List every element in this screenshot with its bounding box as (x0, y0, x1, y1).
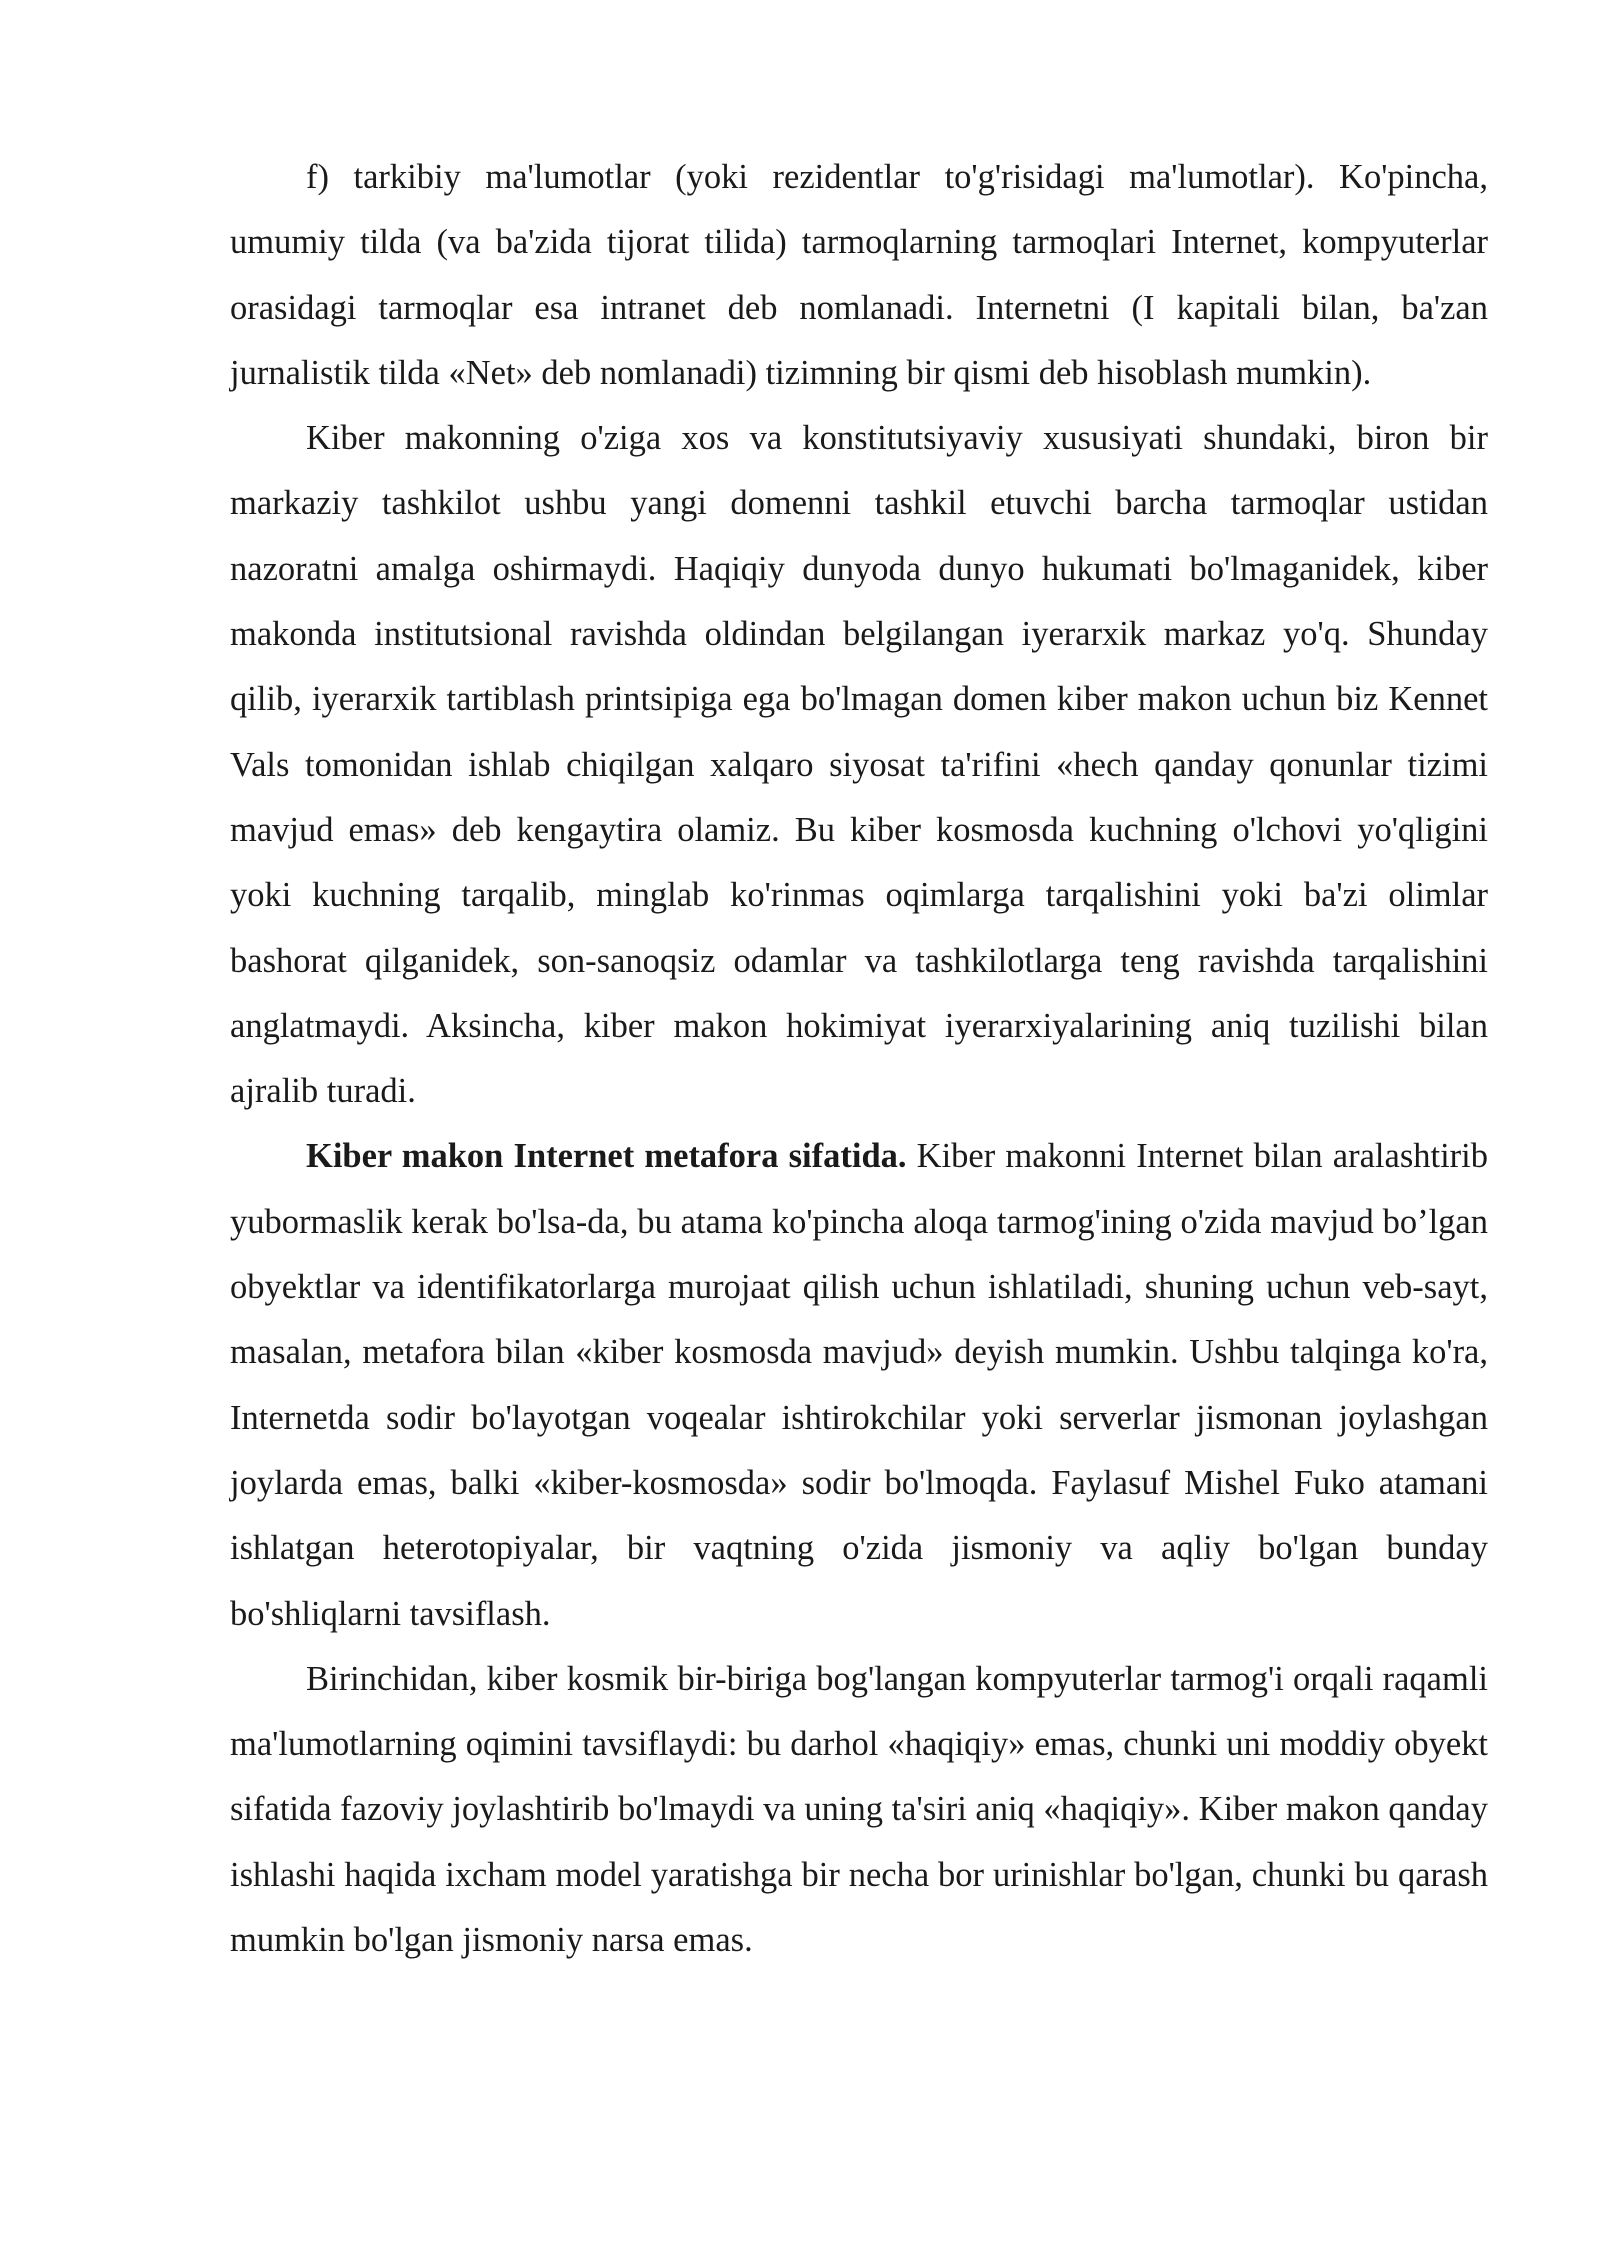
paragraph-4 (230, 1647, 1488, 1973)
paragraph-1 (230, 145, 1488, 406)
paragraph-2-text: Kiber makonning o'ziga xos va konstitutsiyaviy xususiyati shundaki, biron bir markaziy tashkilot ushbu yangi domenni tashkil etuvchi barcha tarmoqlar ustidan nazoratni amalga oshirmaydi. Haqiqiy dunyoda dunyo hukumati bo'lmaganidek, kiber makonda institutsional ravishda oldindan belgilangan iyerarxik markaz yo'q. Shunday qilib, iyerarxik tartiblash printsipiga ega bo'lmagan domen kiber makon uchun biz Kennet Vals tomonidan ishlab chiqilgan xalqaro siyosat ta'rifini «hech qanday qonunlar tizimi mavjud emas» deb kengaytira olamiz. Bu kiber kosmosda kuchning o'lchovi yo'qligini yoki kuchning tarqalib, minglab ko'rinmas oqimlarga tarqalishini yoki ba'zi olimlar bashorat qilganidek, son-sanoqsiz odamlar va tashkilotlarga teng ravishda tarqalishini anglatmaydi. Aksincha, kiber makon hokimiyat iyerarxiyalarining aniq tuzilishi bilan ajralib turadi. (230, 419, 1488, 1111)
paragraph-3-bold-heading: Kiber makon Internet metafora sifatida. (306, 1137, 907, 1176)
document-body (230, 145, 1488, 1973)
paragraph-3-text: Kiber makonni Internet bilan aralashtirib yubormaslik kerak bo'lsa-da, bu atama ko'pincha aloqa tarmog'ining o'zida mavjud bo’lgan obyektlar va identifikatorlarga murojaat qilish uchun ishlatiladi, shuning uchun veb-sayt, masalan, metafora bilan «kiber kosmosda mavjud» deyish mumkin. Ushbu talqinga ko'ra, Internetda sodir bo'layotgan voqealar ishtirokchilar yoki serverlar jismonan joylashgan joylarda emas, balki «kiber-kosmosda» sodir bo'lmoqda. Faylasuf Mishel Fuko atamani ishlatgan heterotopiyalar, bir vaqtning o'zida jismoniy va aqliy bo'lgan bunday bo'shliqlarni tavsiflash. (230, 1137, 1488, 1633)
paragraph-4-text: Birinchidan, kiber kosmik bir-biriga bog'langan kompyuterlar tarmog'i orqali raqamli ma'lumotlarning oqimini tavsiflaydi: bu darhol «haqiqiy» emas, chunki uni moddiy obyekt sifatida fazoviy joylashtirib bo'lmaydi va uning ta'siri aniq «haqiqiy». Kiber makon qanday ishlashi haqida ixcham model yaratishga bir necha bor urinishlar bo'lgan, chunki bu qarash mumkin bo'lgan jismoniy narsa emas. (230, 1659, 1488, 1960)
paragraph-3 (230, 1124, 1488, 1646)
paragraph-2 (230, 406, 1488, 1124)
paragraph-1-text: f) tarkibiy ma'lumotlar (yoki rezidentlar to'g'risidagi ma'lumotlar). Ko'pincha, umumiy tilda (va ba'zida tijorat tilida) tarmoqlarning tarmoqlari Internet, kompyuterlar orasidagi tarmoqlar esa intranet deb nomlanadi. Internetni (I kapitali bilan, ba'zan jurnalistik tilda «Net» deb nomlanadi) tizimning bir qismi deb hisoblash mumkin). (230, 158, 1488, 392)
